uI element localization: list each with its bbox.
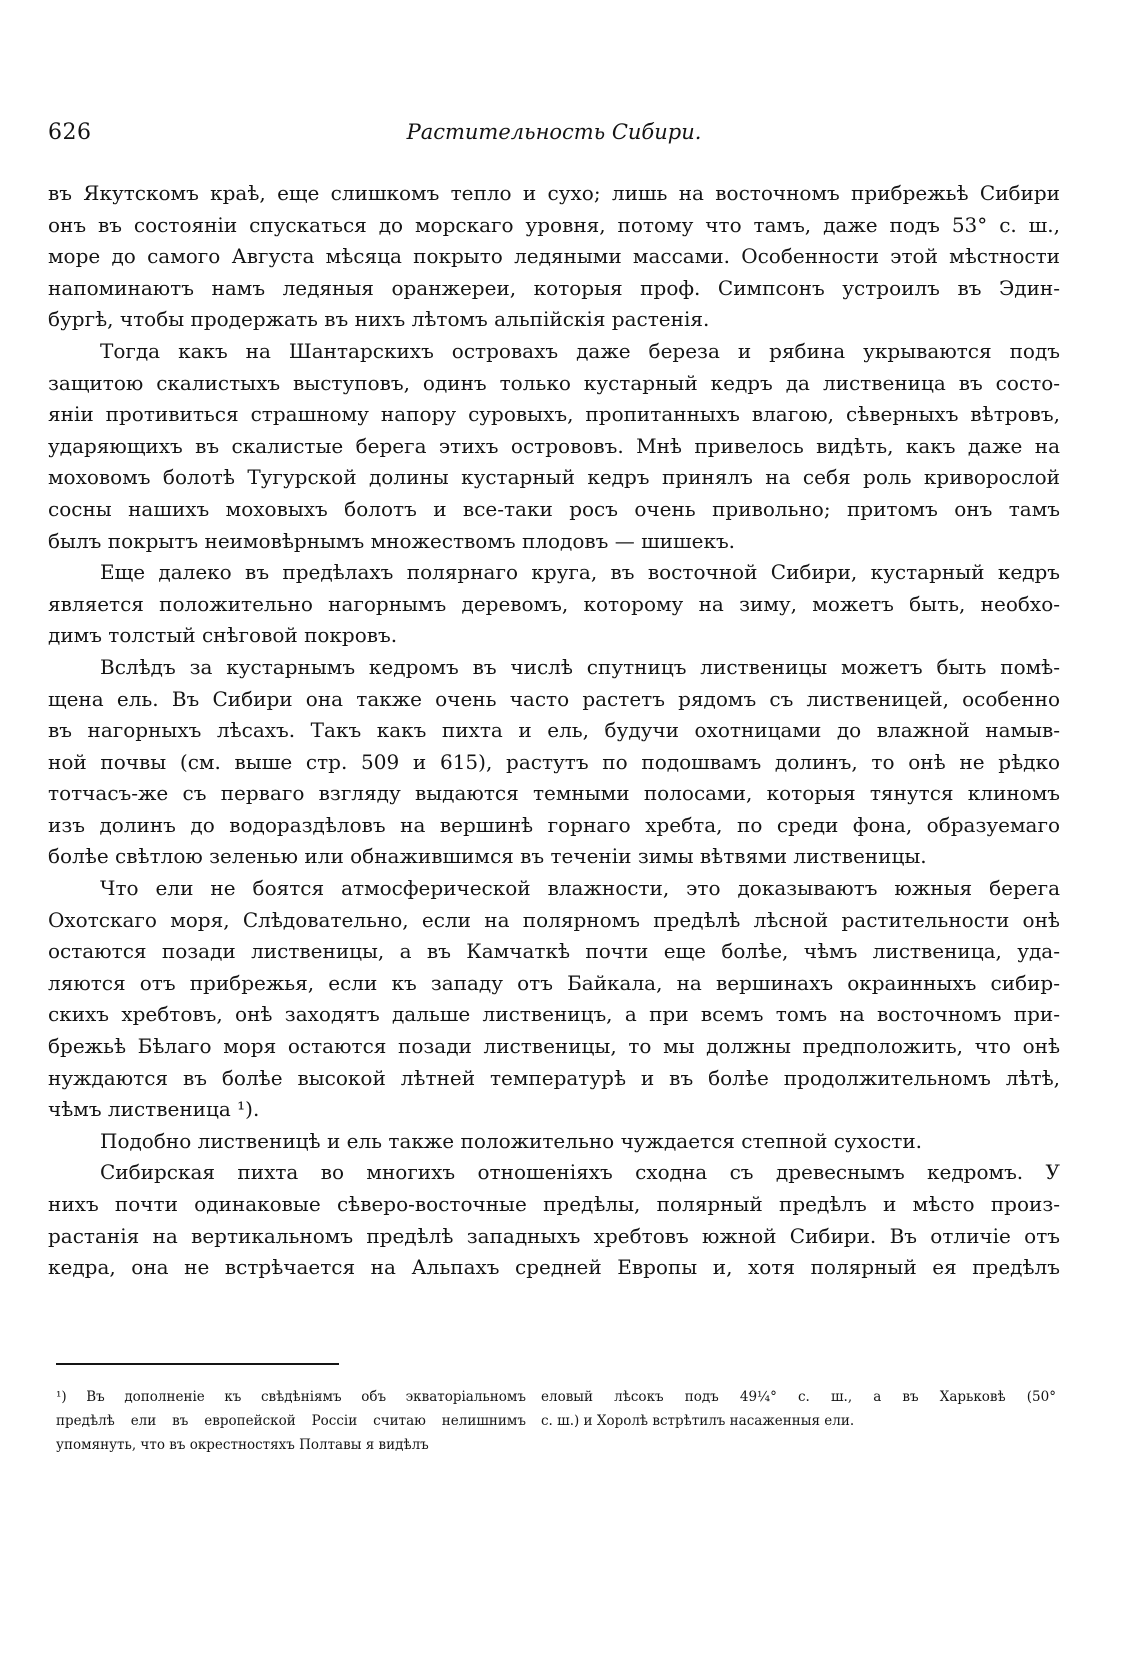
footnote-line: еловый лѣсокъ подъ 49¼° с. ш., а въ Харьковѣ (50°	[541, 1389, 1056, 1405]
text-line: напоминаютъ намъ ледяныя оранжереи, которыя проф. Симпсонъ устроилъ въ Эдин-	[48, 275, 1060, 300]
footnote-line: предѣлѣ ели въ европейской Россіи считаю нелишнимъ	[56, 1413, 526, 1429]
text-line: Подобно лиственицѣ и ель также положительно чуждается степной сухости.	[100, 1128, 923, 1153]
text-line: чѣмъ лиственица ¹).	[48, 1097, 260, 1122]
text-line: щена ель. Въ Сибири она также очень часто растетъ рядомъ съ лиственицей, особенно	[48, 686, 1060, 711]
body-text	[48, 178, 1060, 1284]
text-line: изъ долинъ до водораздѣловъ на вершинѣ горнаго хребта, по среди фона, образуемаго	[48, 812, 1060, 837]
text-line: онъ въ состояніи спускаться до морскаго уровня, потому что тамъ, даже подъ 53° с. ш.,	[48, 212, 1060, 237]
text-line: нуждаются въ болѣе высокой лѣтней температурѣ и въ болѣе продолжительномъ лѣтѣ,	[48, 1065, 1060, 1090]
text-line: моховомъ болотѣ Тугурской долины кустарный кедръ принялъ на себя роль криворослой	[48, 465, 1060, 490]
text-line: защитою скалистыхъ выступовъ, одинъ только кустарный кедръ да лиственица въ состо-	[48, 370, 1060, 395]
text-line: димъ толстый снѣговой покровъ.	[48, 623, 398, 648]
text-line: Тогда какъ на Шантарскихъ островахъ даже береза и рябина укрываются подъ	[100, 338, 1060, 363]
text-line: ударяющихъ въ скалистые берега этихъ острововъ. Мнѣ привелось видѣть, какъ даже на	[48, 433, 1060, 458]
text-line: Еще далеко въ предѣлахъ полярнаго круга, въ восточной Сибири, кустарный кедръ	[100, 560, 1060, 585]
running-head	[48, 120, 1060, 156]
text-line: скихъ хребтовъ, онѣ заходятъ дальше лиственицъ, а при всемъ томъ на восточномъ при-	[48, 1002, 1060, 1027]
text-line: въ Якутскомъ краѣ, еще слишкомъ тепло и сухо; лишь на восточномъ прибрежьѣ Сибири	[48, 181, 1060, 205]
text-line: нихъ почти одинаковые сѣверо-восточные предѣлы, полярный предѣлъ и мѣсто произ-	[48, 1192, 1060, 1216]
footnote-column-left	[56, 1385, 526, 1457]
text-line: растанія на вертикальномъ предѣлѣ западныхъ хребтовъ южной Сибири. Въ отличіе отъ	[48, 1223, 1060, 1248]
footnote-line: ¹) Въ дополненіе къ свѣдѣніямъ объ экваторіальномъ	[56, 1389, 526, 1405]
text-line: кедра, она не встрѣчается на Альпахъ средней Европы и, хотя полярный ея предѣлъ	[48, 1255, 1060, 1280]
text-line: море до самого Августа мѣсяца покрыто ледяными массами. Особенности этой мѣстности	[48, 244, 1060, 269]
footnote-column-right	[541, 1385, 1056, 1433]
text-line: Сибирская пихта во многихъ отношеніяхъ сходна съ древеснымъ кедромъ. У	[100, 1160, 1060, 1185]
footnote-line: с. ш.) и Хоролѣ встрѣтилъ насаженныя ели.	[541, 1413, 855, 1429]
text-line: былъ покрытъ неимовѣрнымъ множествомъ плодовъ — шишекъ.	[48, 528, 736, 553]
text-line: Охотскаго моря, Слѣдовательно, если на полярномъ предѣлѣ лѣсной растительности онѣ	[48, 907, 1060, 932]
text-line: ляются отъ прибрежья, если къ западу отъ Байкала, на вершинахъ окраинныхъ сибир-	[48, 970, 1060, 995]
text-line: брежьѣ Бѣлаго моря остаются позади лиственицы, то мы должны предположить, что онѣ	[48, 1034, 1060, 1059]
text-line: является положительно нагорнымъ деревомъ, которому на зиму, можетъ быть, необхо-	[48, 591, 1060, 616]
text-line: въ нагорныхъ лѣсахъ. Такъ какъ пихта и ель, будучи охотницами до влажной намыв-	[48, 718, 1060, 743]
text-line: болѣе свѣтлою зеленью или обнажившимся въ теченіи зимы вѣтвями лиственицы.	[48, 844, 927, 869]
footnote-line: упомянуть, что въ окрестностяхъ Полтавы я видѣлъ	[56, 1437, 429, 1453]
text-line: остаются позади лиственицы, а въ Камчаткѣ почти еще болѣе, чѣмъ лиственица, уда-	[48, 939, 1060, 964]
text-line: тотчасъ-же съ перваго взгляду выдаются темными полосами, которыя тянутся клиномъ	[48, 781, 1060, 806]
text-line: яніи противиться страшному напору суровыхъ, пропитанныхъ влагою, сѣверныхъ вѣтровъ,	[48, 402, 1060, 427]
footnote	[56, 1385, 1056, 1475]
text-line: сосны нашихъ моховыхъ болотъ и все-таки росъ очень привольно; притомъ онъ тамъ	[48, 496, 1060, 521]
running-title: Растительность Сибири.	[406, 120, 702, 144]
page-number: 626	[48, 120, 92, 145]
text-line: ной почвы (см. выше стр. 509 и 615), растутъ по подошвамъ долинъ, то онѣ не рѣдко	[48, 749, 1060, 774]
footnote-divider	[56, 1363, 339, 1365]
text-line: Что ели не боятся атмосферической влажности, это доказываютъ южныя берега	[100, 876, 1060, 901]
text-line: Вслѣдъ за кустарнымъ кедромъ въ числѣ спутницъ лиственицы можетъ быть помѣ-	[100, 654, 1060, 679]
text-line: бургѣ, чтобы продержать въ нихъ лѣтомъ альпійскія растенія.	[48, 307, 710, 332]
